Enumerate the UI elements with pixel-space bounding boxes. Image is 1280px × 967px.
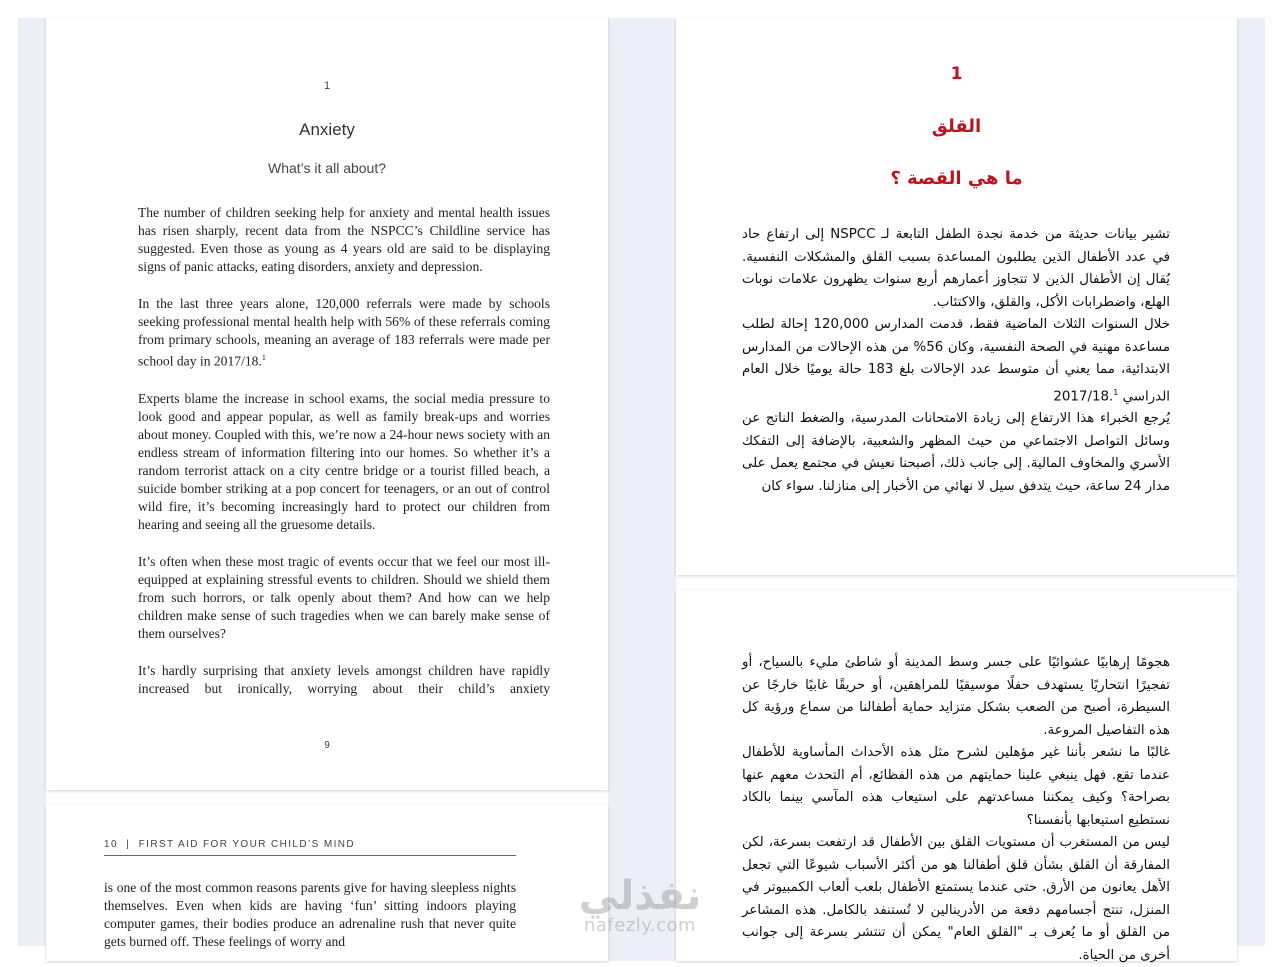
chapter-subtitle: What’s it all about? — [267, 160, 387, 176]
running-head: 10 | FIRST AID FOR YOUR CHILD’S MIND — [104, 839, 516, 856]
chapter-title: القلق — [931, 116, 982, 137]
paragraph: It’s hardly surprising that anxiety levels amongst children have rapidly increased but ironically, worrying about their child’s anxiety — [138, 662, 550, 696]
chapter-title: Anxiety — [299, 120, 355, 139]
english-page-2 — [46, 805, 608, 961]
paragraph: يُرجع الخبراء هذا الارتفاع إلى زيادة الامتحانات المدرسية، والضغط الناتج عن وسائل التواصل الاجتماعي من حيث المظهر والشعبية، بالإضافة إلى التفكك الأسري والمخاوف المالية. إلى جانب ذلك، أصبحنا نعيش في مجتمع يعمل على مدار 24 ساعة، حيث يتدفق سيل لا نهائي من الأخبار إلى منازلنا. سواء كان — [742, 411, 1170, 494]
paragraph: غالبًا ما نشعر بأننا غير مؤهلين لشرح مثل هذه الأحداث المأساوية للأطفال عندما تقع. فهل ينبغي علينا حمايتهم من هذه الفظائع، أم التحدث معهم عنها بصراحة؟ وكيف يمكننا مساعدتهم على استيعاب هذه المآسي بينما بالكاد نستطيع استيعابها بأنفسنا؟ — [742, 745, 1170, 828]
watermark-arabic: نفذلي — [578, 873, 702, 919]
chapter-subtitle: ما هي القصة ؟ — [890, 168, 1023, 189]
paragraph: تشير بيانات حديثة من خدمة نجدة الطفل التابعة لـ NSPCC إلى ارتفاع حاد في عدد الأطفال الذين يطلبون المساعدة بسبب القلق والمشكلات النفسية. يُقال إن الأطفال الذين لا تتجاوز أعمارهم أربع سنوات يظهرون علامات نوبات الهلع، واضطرابات الأكل، والقلق، والاكتئاب. — [742, 227, 1171, 310]
english-page-1 — [46, 18, 608, 790]
page-number: 1 — [323, 80, 331, 92]
arabic-page-2 — [676, 590, 1237, 961]
footnote-ref: 1 — [1113, 387, 1119, 397]
background-strip-left — [18, 18, 46, 946]
watermark-url: nafezly.com — [583, 915, 697, 936]
arabic-page-1 — [676, 18, 1237, 575]
body-text — [742, 224, 1170, 498]
footer-page-number: 9 — [324, 740, 330, 751]
paragraph: In the last three years alone, 120,000 referrals were made by schools seeking professional mental health help with 56% of these referrals coming from primary schools, meaning an average of 183 referrals were made per school day in 2017/18.$^1$ — [138, 296, 550, 369]
paragraph: خلال السنوات الثلاث الماضية فقط، قدمت المدارس 120,000 إحالة لطلب مساعدة مهنية في الصحة النفسية، وكان 56% من هذه الإحالات من المدارس الابتدائية، مما يعني أن متوسط عدد الإحالات بلغ 183 حالة يوميًا خلال العام الدراسي 2017/18.$^1$ — [742, 317, 1170, 404]
body-text — [104, 879, 516, 951]
paragraph: is one of the most common reasons parents give for having sleepless nights themselves. Even when kids are having ‘fun’ sitting indoors playing computer games, their bodies produce an adrenaline rush that never quite gets burned off. These feelings of worry and — [104, 880, 516, 949]
background-strip-right — [1237, 18, 1265, 946]
paragraph: Experts blame the increase in school exams, the social media pressure to look good and appear popular, as well as family break-ups and worries about money. Coupled with this, we’re now a 24-hour news society with an endless stream of information filtering into our homes. So whether it’s a random terrorist attack on a city centre bridge or a tourist filled beach, a suicide bomber striking at a pop concert for teenagers, or an out of control wild fire, it’s becoming increasingly hard to protect our children from hearing and seeing all the gruesome details. — [138, 390, 550, 532]
footnote-ref: 1 — [261, 353, 266, 362]
paragraph: It’s often when these most tragic of events occur that we feel our most ill-equipped at explaining stressful events to children. Should we shield them from such horrors, or talk openly about them? And how can we help children make sense of such tragedies when we can barely make sense of them ourselves? — [138, 553, 550, 641]
body-text — [138, 204, 550, 717]
paragraph: ليس من المستغرب أن مستويات القلق بين الأطفال قد ارتفعت بسرعة، لكن المفارقة أن القلق بشأن قلق أطفالنا هو من أكثر الأسباب شيوعًا التي تجعل الأهل يعانون من الأرق. حتى عندما يستمتع الأطفال بلعب ألعاب الكمبيوتر في المنزل، تنتج أجسامهم دفعة من الأدرينالين لا تُستنفد بالكامل. هذه المشاعر من القلق أو ما يُعرف بـ "القلق العام" يمكن أن تنتشر بسرعة إلى جوانب أخرى من الحياة. — [742, 835, 1170, 963]
background-strip-center — [608, 18, 676, 961]
paragraph: هجومًا إرهابيًا عشوائيًا على جسر وسط المدينة أو شاطئ مليء بالسياح، أو تفجيرًا انتحاريًا يستهدف حفلًا موسيقيًا للمراهقين، أو حريقًا غابيًا خارجًا عن السيطرة، أصبح من الصعب بشكل متزايد حماية أطفالنا من سماع ورؤية كل هذه التفاصيل المروعة. — [742, 655, 1170, 738]
body-text — [742, 652, 1170, 967]
paragraph: The number of children seeking help for anxiety and mental health issues has risen sharply, recent data from the NSPCC’s Childline service has suggested. Even those as young as 4 years old are said to be displaying signs of panic attacks, eating disorders, anxiety and depression. — [138, 205, 550, 274]
watermark-logo — [560, 874, 720, 936]
page-number: 1 — [950, 64, 963, 84]
